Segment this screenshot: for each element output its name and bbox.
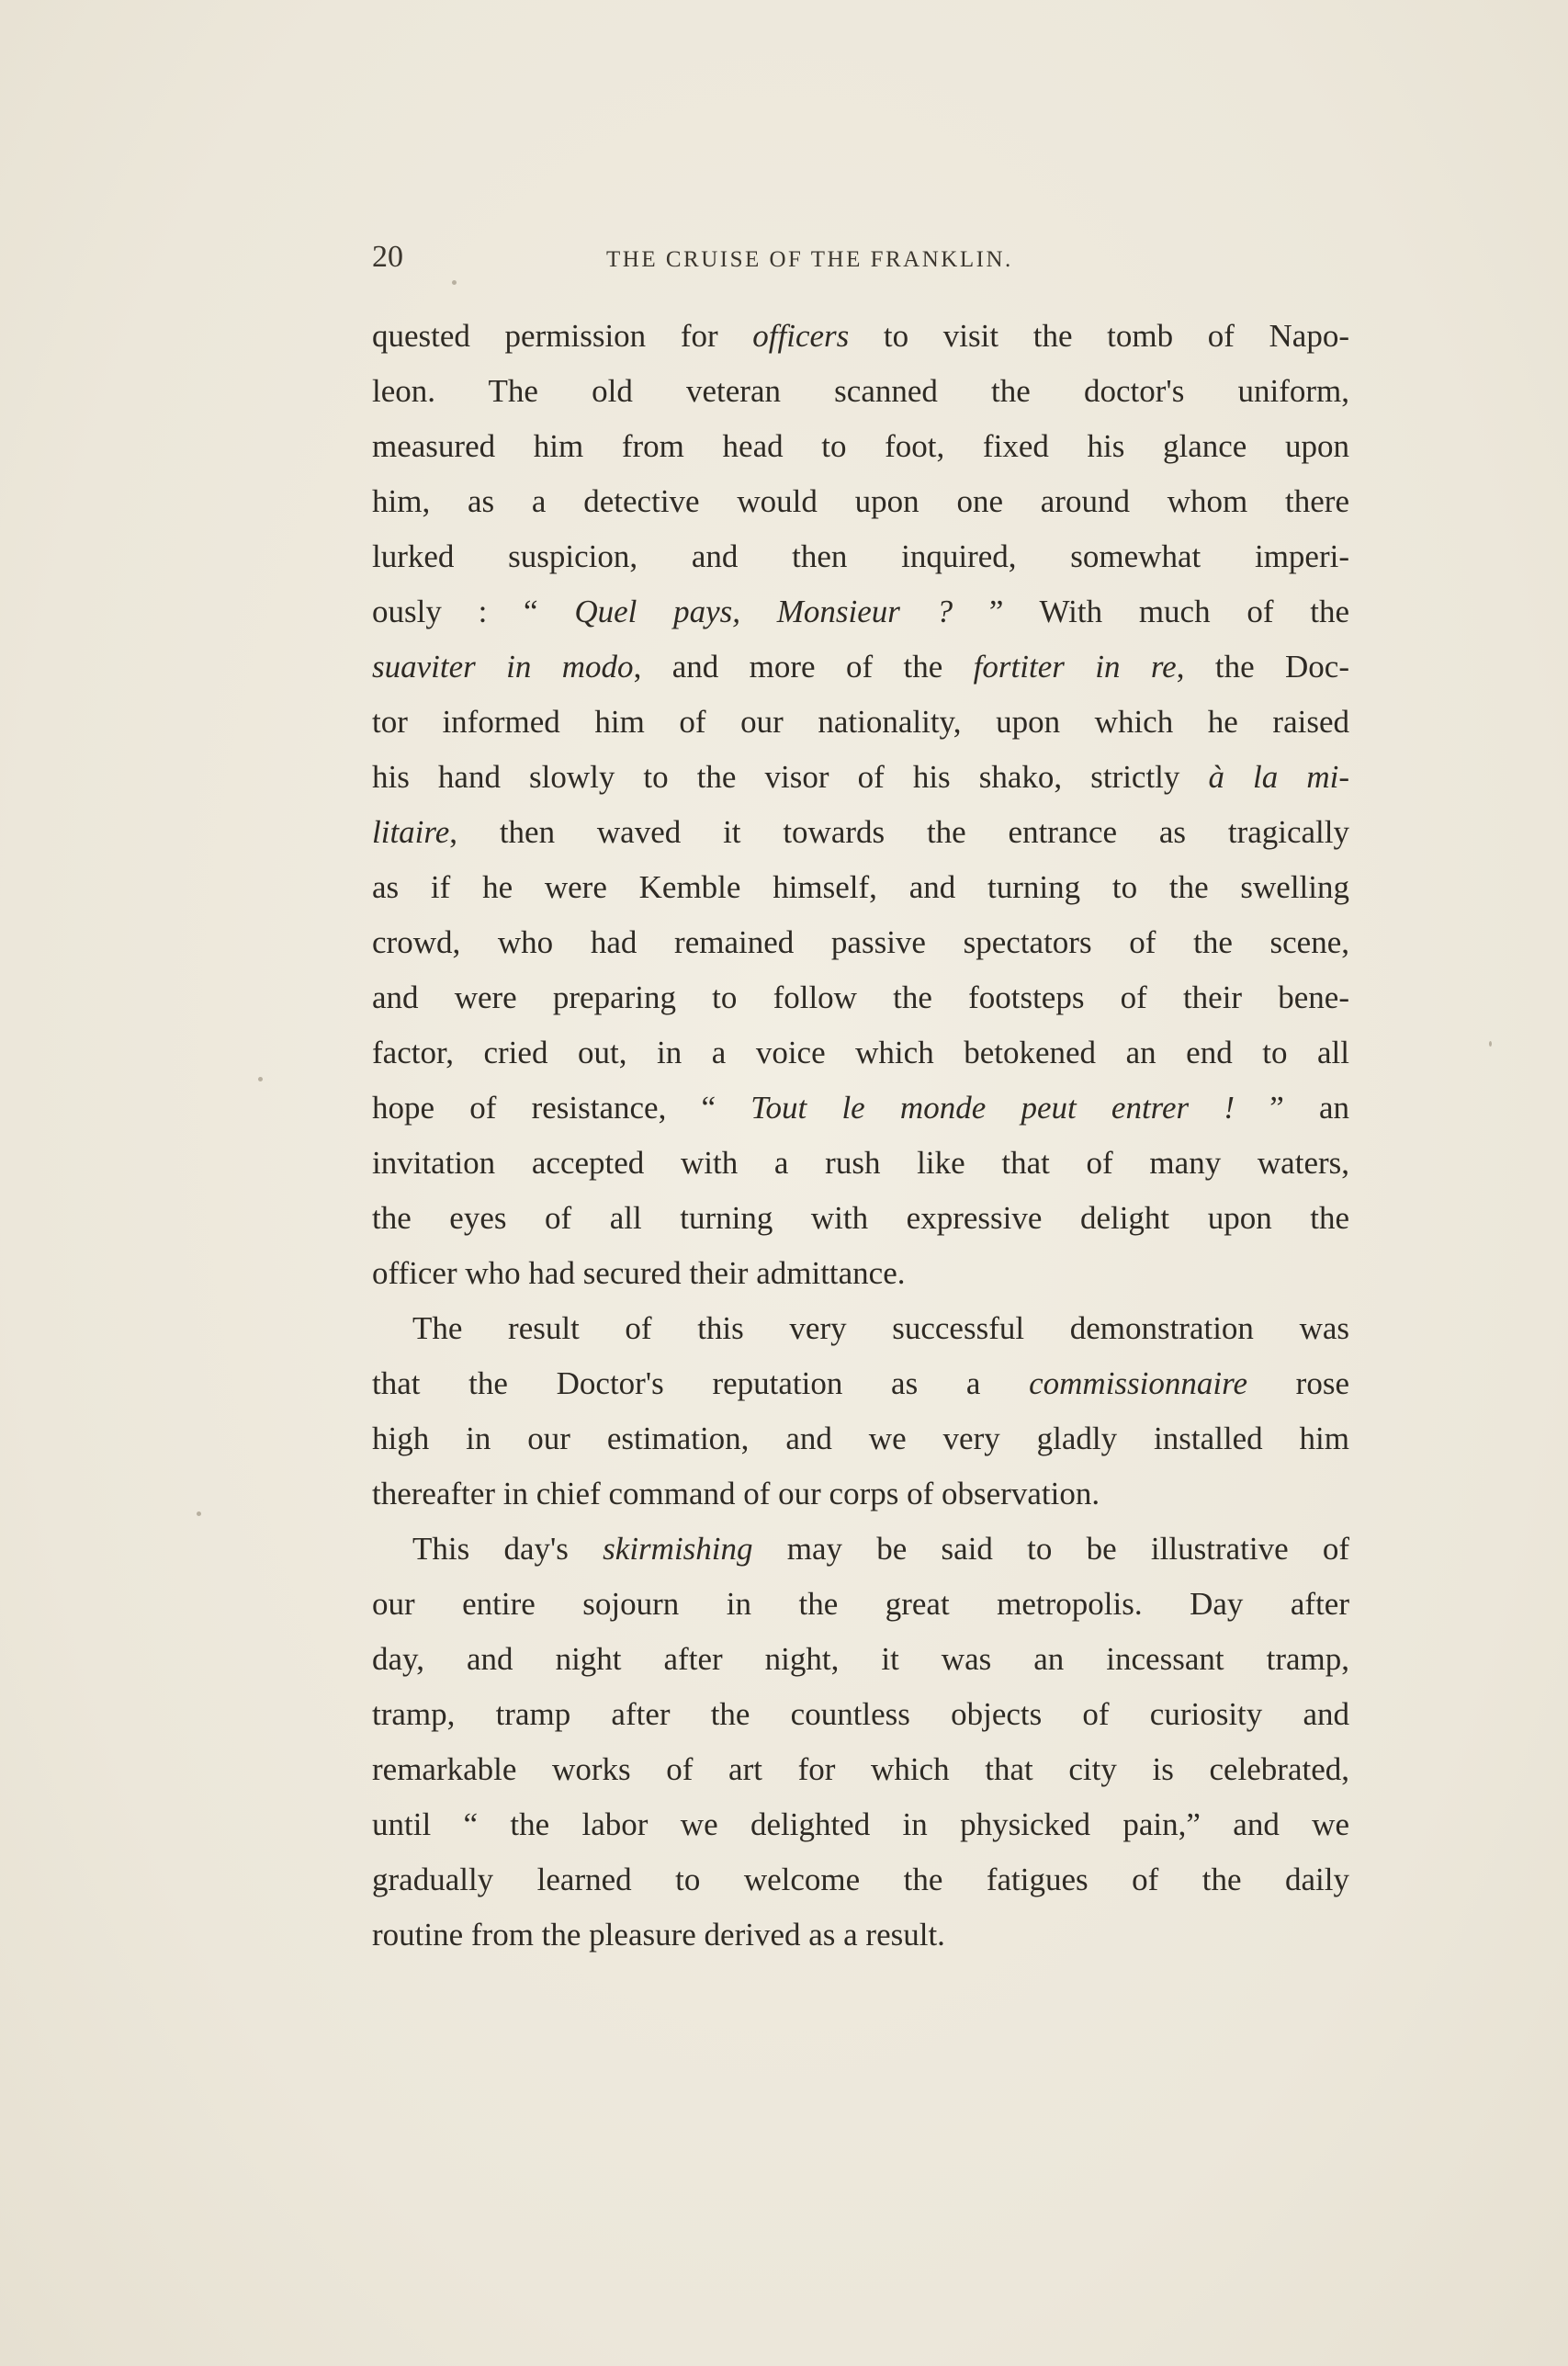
italic-text: commissionnaire — [1029, 1365, 1247, 1401]
text-segment: him, as a detective would upon one around whom there — [372, 483, 1349, 519]
text-line — [372, 1081, 1349, 1136]
text-segment: and were preparing to follow the footsteps of their bene- — [372, 979, 1349, 1015]
text-line — [372, 1301, 1349, 1356]
text-segment: lurked suspicion, and then inquired, somewhat imperi- — [372, 538, 1349, 574]
text-segment: rose — [1247, 1365, 1349, 1401]
text-line — [372, 1908, 1349, 1963]
text-line — [372, 1025, 1349, 1081]
text-segment: ously : “ — [372, 594, 575, 629]
text-line — [372, 860, 1349, 915]
text-segment: , then waved it towards the entrance as tragically — [449, 814, 1349, 850]
italic-text: Tout le monde peut entrer ! — [750, 1090, 1235, 1126]
italic-text: officers — [752, 318, 850, 354]
text-line — [372, 1136, 1349, 1191]
paper-speck — [1489, 1041, 1492, 1047]
text-segment: tramp, tramp after the countless objects of curiosity and — [372, 1696, 1349, 1732]
paper-speck — [452, 280, 457, 285]
italic-text: Quel pays, Monsieur ? — [574, 594, 953, 629]
text-line — [372, 970, 1349, 1025]
text-line — [372, 1797, 1349, 1852]
text-line — [372, 1742, 1349, 1797]
text-segment: , the Doc- — [1176, 649, 1349, 685]
text-segment: invitation accepted with a rush like that of many waters, — [372, 1145, 1349, 1181]
text-line — [372, 1356, 1349, 1411]
text-line — [372, 695, 1349, 750]
italic-text: fortiter in re — [973, 649, 1177, 685]
text-segment: measured him from head to foot, fixed his glance upon — [372, 428, 1349, 464]
text-segment: may be said to be illustrative of — [752, 1531, 1349, 1567]
text-line — [372, 474, 1349, 529]
text-line — [372, 1577, 1349, 1632]
text-segment: remarkable works of art for which that city is celebrated, — [372, 1751, 1349, 1787]
text-segment: the eyes of all turning with expressive delight upon the — [372, 1200, 1349, 1236]
text-line — [372, 805, 1349, 860]
text-segment: quested permission for — [372, 318, 753, 354]
text-line — [372, 529, 1349, 584]
text-line — [372, 309, 1349, 364]
text-segment: ” an — [1235, 1090, 1349, 1126]
text-line — [372, 640, 1349, 695]
text-segment: crowd, who had remained passive spectators of the scene, — [372, 924, 1349, 960]
running-title: THE CRUISE OF THE FRANKLIN. — [606, 247, 1013, 272]
text-segment: as if he were Kemble himself, and turning to the swelling — [372, 869, 1349, 905]
italic-text: litaire — [372, 814, 450, 850]
page-header — [372, 235, 1350, 279]
text-line — [372, 1687, 1349, 1742]
text-segment: routine from the pleasure derived as a result. — [372, 1917, 945, 1953]
text-segment: gradually learned to welcome the fatigues of the daily — [372, 1862, 1349, 1897]
text-segment: high in our estimation, and we very gladly installed him — [372, 1421, 1349, 1456]
text-segment: ” With much of the — [953, 594, 1349, 629]
text-segment: until “ the labor we delighted in physicked pain,” and we — [372, 1806, 1349, 1842]
text-line — [372, 1852, 1349, 1908]
text-segment: his hand slowly to the visor of his shako, strictly — [372, 759, 1209, 795]
text-line — [372, 1522, 1349, 1577]
text-line — [372, 1246, 1349, 1301]
italic-text: skirmishing — [603, 1531, 753, 1567]
text-segment: our entire sojourn in the great metropolis. Day after — [372, 1586, 1349, 1622]
text-segment: to visit the tomb of Napo- — [849, 318, 1349, 354]
page-number: 20 — [372, 240, 403, 274]
text-line — [372, 1466, 1349, 1522]
text-segment: , and more of the — [633, 649, 974, 685]
text-segment: thereafter in chief command of our corps of observation. — [372, 1476, 1100, 1511]
text-line — [372, 1632, 1349, 1687]
text-line — [372, 364, 1349, 419]
text-segment: tor informed him of our nationality, upon which he raised — [372, 704, 1349, 740]
text-segment: This day's — [412, 1531, 604, 1567]
text-line — [372, 915, 1349, 970]
text-line — [372, 1411, 1349, 1466]
text-segment: The result of this very successful demonstration was — [412, 1310, 1349, 1346]
text-segment: that the Doctor's reputation as a — [372, 1365, 1030, 1401]
text-segment: factor, cried out, in a voice which betokened an end to all — [372, 1035, 1349, 1070]
body-text — [372, 309, 1349, 1963]
text-line — [372, 419, 1349, 474]
text-line — [372, 584, 1349, 640]
text-segment: leon. The old veteran scanned the doctor's uniform, — [372, 373, 1349, 409]
paper-speck — [197, 1511, 201, 1516]
italic-text: suaviter in modo — [372, 649, 634, 685]
italic-text: à la mi- — [1208, 759, 1349, 795]
text-segment: day, and night after night, it was an incessant tramp, — [372, 1641, 1349, 1677]
text-segment: officer who had secured their admittance. — [372, 1255, 906, 1291]
text-segment: hope of resistance, “ — [372, 1090, 751, 1126]
text-line — [372, 750, 1349, 805]
paper-speck — [258, 1077, 263, 1081]
text-line — [372, 1191, 1349, 1246]
